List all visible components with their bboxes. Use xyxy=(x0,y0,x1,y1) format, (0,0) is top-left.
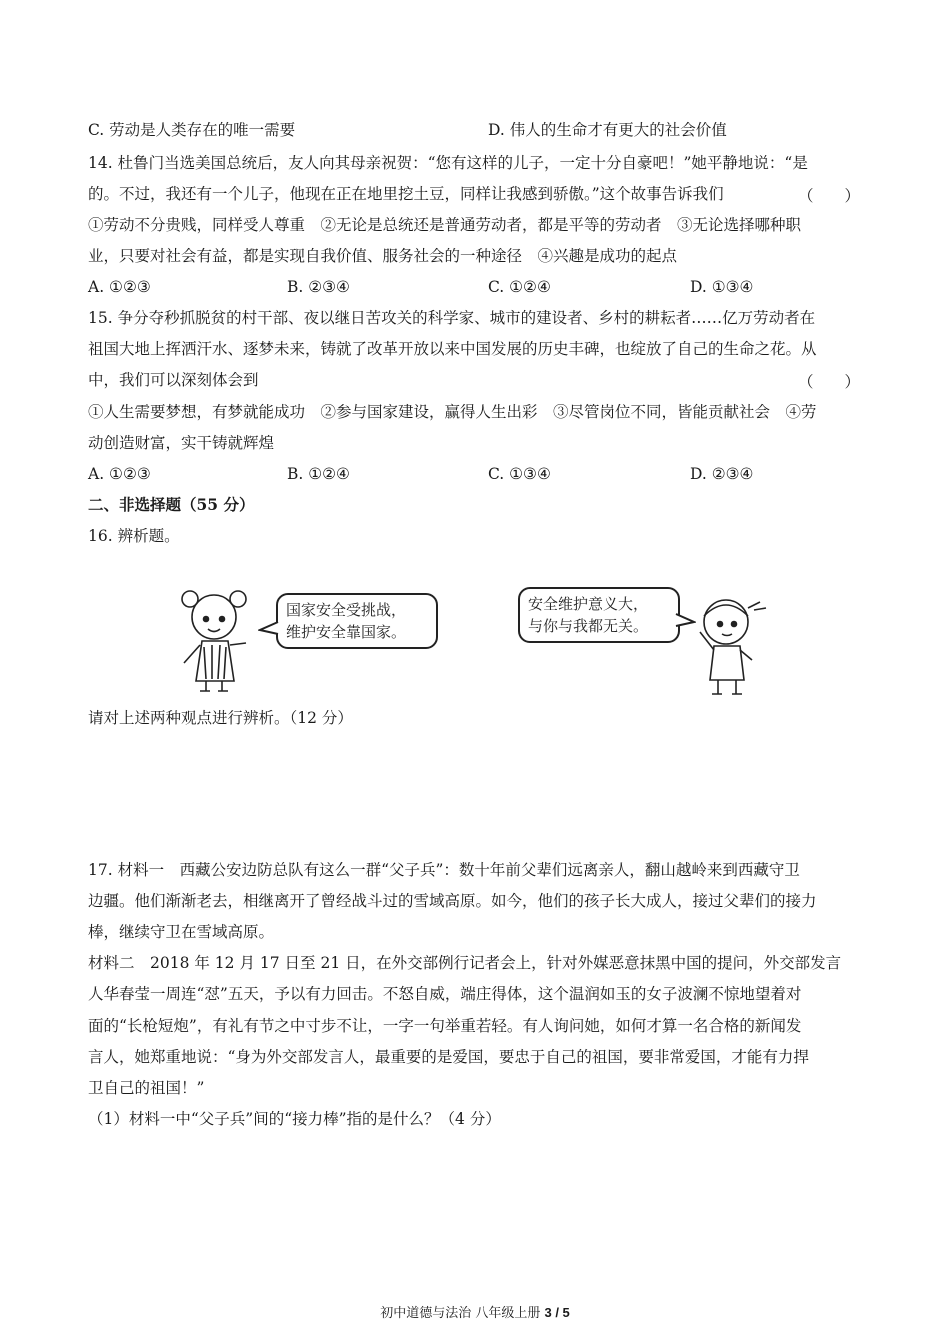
footer-page-number: 3 / 5 xyxy=(544,1305,570,1320)
q17-line-1: 17. 材料一 西藏公安边防总队有这么一群“父子兵”：数十年前父辈们远离亲人，翻山越岭来到西藏守卫 xyxy=(88,861,800,879)
q14-answer-paren: （ ） xyxy=(798,187,861,205)
q15-option-b: B. ①②④ xyxy=(287,465,350,483)
option-d-prev: D. 伟人的生命才有更大的社会价值 xyxy=(488,121,727,139)
bubble-left-line1: 国家安全受挑战， xyxy=(286,601,407,619)
bubble-left-tail xyxy=(258,620,280,636)
q14-line-3: ①劳动不分贵贱，同样受人尊重 ②无论是总统还是普通劳动者，都是平等的劳动者 ③无论选择哪种职 xyxy=(88,216,802,234)
material2-line-1: 材料二 2018 年 12 月 17 日至 21 日，在外交部例行记者会上，针对外媒恶意抹黑中国的提问，外交部发言 xyxy=(88,954,842,972)
bubble-right-line1: 安全维护意义大， xyxy=(528,595,649,613)
q14-option-a: A. ①②③ xyxy=(88,278,151,296)
q14-option-c: C. ①②④ xyxy=(488,278,551,296)
page-footer xyxy=(0,1302,950,1321)
q15-line-1: 15. 争分夺秒抓脱贫的村干部、夜以继日苦攻关的科学家、城市的建设者、乡村的耕耘者……亿万劳动者在 xyxy=(88,309,816,327)
q14-line-2: 的。不过，我还有一个儿子，他现在正在地里挖土豆，同样让我感到骄傲。”这个故事告诉我们 xyxy=(88,185,724,203)
section-heading: 二、非选择题（55 分） xyxy=(88,495,255,514)
q15-option-a: A. ①②③ xyxy=(88,465,151,483)
option-c-prev: C. 劳动是人类存在的唯一需要 xyxy=(88,121,296,139)
q17-subquestion-1: （1）材料一中“父子兵”间的“接力棒”指的是什么？（4 分） xyxy=(88,1110,501,1128)
material2-line-3: 面的“长枪短炮”，有礼有节之中寸步不让，一字一句举重若轻。有人询问她，如何才算一名合格的新闻发 xyxy=(88,1017,802,1035)
q15-answer-paren: （ ） xyxy=(798,373,861,391)
q17-line-2: 边疆。他们渐渐老去，相继离开了曾经战斗过的雪域高原。如今，他们的孩子长大成人，接过父辈们的接力 xyxy=(88,892,817,910)
q14-option-b: B. ②③④ xyxy=(287,278,350,296)
q15-option-d: D. ②③④ xyxy=(690,465,754,483)
boy-right-illustration xyxy=(682,588,774,700)
material2-line-4: 言人，她郑重地说：“身为外交部发言人，最重要的是爱国，要忠于自己的祖国，要非常爱国，才能有力捍 xyxy=(88,1048,809,1066)
q16-title: 16. 辨析题。 xyxy=(88,527,180,545)
q14-line-1: 14. 杜鲁门当选美国总统后，友人向其母亲祝贺：“您有这样的儿子，一定十分自豪吧！”她平静地说：“是 xyxy=(88,154,808,172)
q15-line-2: 祖国大地上挥洒汗水、逐梦未来，铸就了改革开放以来中国发展的历史丰碑，也绽放了自己的生命之花。从 xyxy=(88,340,817,358)
q15-option-c: C. ①③④ xyxy=(488,465,551,483)
bubble-left-line2: 维护安全靠国家。 xyxy=(286,623,407,641)
q15-line-5: 动创造财富，实干铸就辉煌 xyxy=(88,434,275,452)
q16-prompt: 请对上述两种观点进行辨析。（12 分） xyxy=(88,709,353,727)
bubble-right-line2: 与你与我都无关。 xyxy=(528,617,649,635)
speech-bubble-left xyxy=(276,593,438,649)
q14-option-d: D. ①③④ xyxy=(690,278,754,296)
q15-line-3: 中，我们可以深刻体会到 xyxy=(88,371,259,389)
speech-bubble-right xyxy=(518,587,680,643)
material2-line-2: 人华春莹一周连“怼”五天，予以有力回击。不怒自威，端庄得体，这个温润如玉的女子波澜不惊地望着对 xyxy=(88,985,802,1003)
girl-left-illustration xyxy=(172,585,267,695)
material2-line-5: 卫自己的祖国！” xyxy=(88,1079,205,1097)
q17-line-3: 棒，继续守卫在雪域高原。 xyxy=(88,923,275,941)
q14-line-4: 业，只要对社会有益，都是实现自我价值、服务社会的一种途径 ④兴趣是成功的起点 xyxy=(88,247,678,265)
q15-line-4: ①人生需要梦想，有梦就能成功 ②参与国家建设，赢得人生出彩 ③尽管岗位不同，皆能贡献社会 ④劳 xyxy=(88,403,817,421)
footer-subject: 初中道德与法治 八年级上册 xyxy=(380,1306,545,1321)
